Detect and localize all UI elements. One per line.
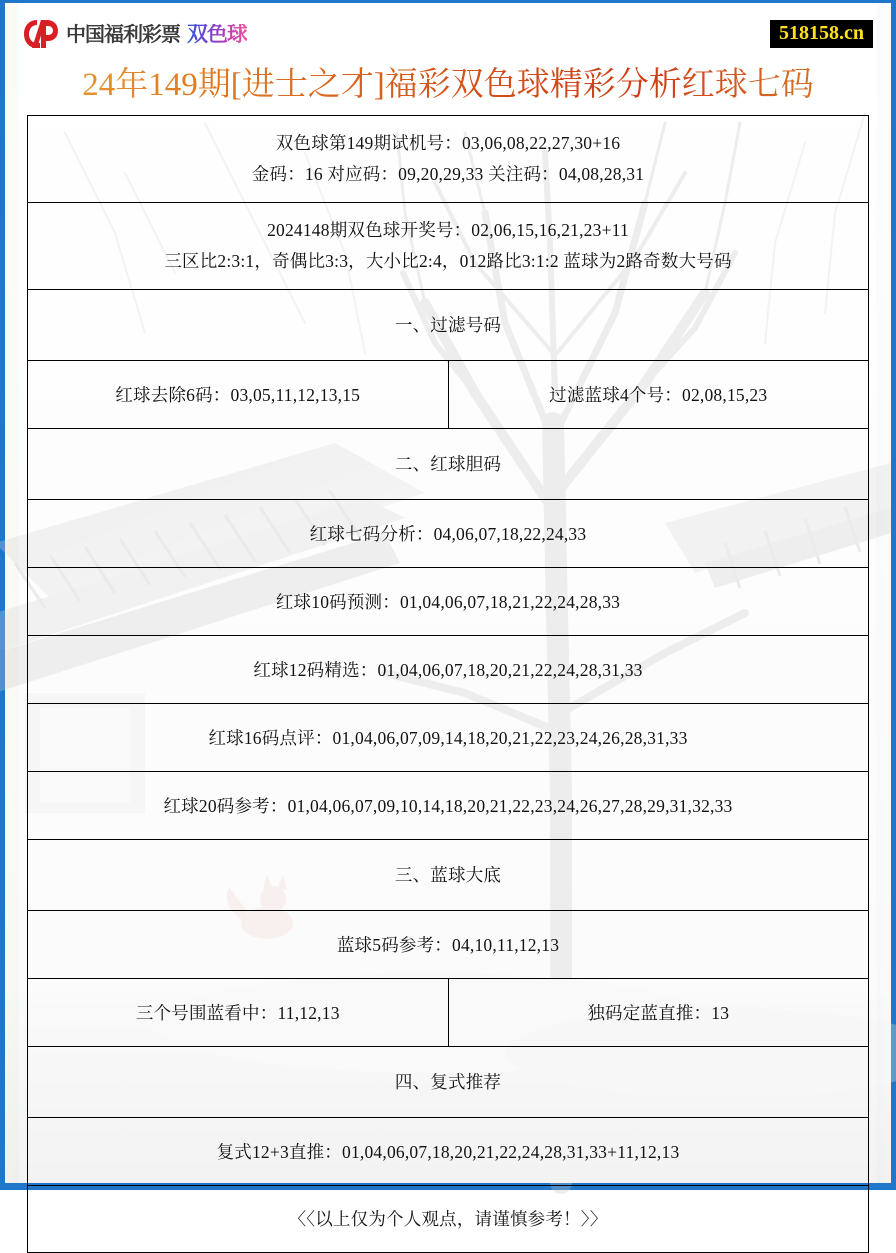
table-row (28, 910, 869, 978)
section-heading-combo: 四、复式推荐 (28, 1046, 869, 1117)
table-row (28, 202, 869, 289)
analysis-table-wrapper (27, 115, 869, 1253)
filter-blue-cell: 过滤蓝球4个号：02,08,15,23 (448, 360, 869, 428)
table-row (28, 428, 869, 499)
china-welfare-lottery-emblem-icon (23, 17, 59, 51)
table-row (28, 703, 869, 771)
logo-text-main: 中国福利彩票 (66, 22, 180, 46)
test-number-line1: 双色球第149期试机号：03,06,08,22,27,30+16 (275, 133, 621, 154)
table-row (28, 771, 869, 839)
last-draw-line1: 2024148期双色球开奖号：02,06,15,16,21,23+11 (267, 220, 629, 241)
last-draw-cell (28, 202, 869, 289)
analysis-table (27, 115, 869, 1253)
table-row (28, 567, 869, 635)
section-heading-red: 二、红球胆码 (28, 428, 869, 499)
test-number-line2: 金码：16 对应码：09,20,29,33 关注码：04,08,28,31 (251, 163, 645, 184)
table-row (28, 499, 869, 567)
last-draw-line2: 三区比2:3:1，奇偶比3:3，大小比2:4，012路比3:1:2 蓝球为2路奇数大号码 (164, 250, 732, 271)
blue-1-cell: 独码定蓝直推：13 (448, 978, 869, 1046)
table-row (28, 635, 869, 703)
red-7-cell: 红球七码分析：04,06,07,18,22,24,33 (28, 499, 869, 567)
red-16-cell: 红球16码点评：01,04,06,07,09,14,18,20,21,22,23,24,26,28,31,33 (28, 703, 869, 771)
table-row (28, 978, 869, 1046)
table-row (28, 1046, 869, 1117)
section-heading-filter: 一、过滤号码 (28, 289, 869, 360)
section-heading-blue: 三、蓝球大底 (28, 839, 869, 910)
table-row (28, 115, 869, 202)
red-10-cell: 红球10码预测：01,04,06,07,18,21,22,24,28,33 (28, 567, 869, 635)
logo-text-accent: 双色球 (187, 21, 247, 46)
table-row (28, 1117, 869, 1185)
blue-3-cell: 三个号围蓝看中：11,12,13 (28, 978, 449, 1046)
red-12-cell: 红球12码精选：01,04,06,07,18,20,21,22,24,28,31,33 (28, 635, 869, 703)
table-row (28, 1185, 869, 1252)
filter-red-cell: 红球去除6码：03,05,11,12,13,15 (28, 360, 449, 428)
table-row (28, 839, 869, 910)
page-title: 24年149期[进士之才]福彩双色球精彩分析红球七码 (5, 65, 891, 115)
red-20-cell: 红球20码参考：01,04,06,07,09,10,14,18,20,21,22,23,24,26,27,28,29,31,32,33 (28, 771, 869, 839)
combo-cell: 复式12+3直推：01,04,06,07,18,20,21,22,24,28,31,33+11,12,13 (28, 1117, 869, 1185)
disclaimer-cell: 〈〈以上仅为个人观点，请谨慎参考！〉〉 (28, 1185, 869, 1252)
brand-logo[interactable] (23, 17, 247, 51)
site-header (5, 3, 891, 65)
site-domain-badge[interactable]: 518158.cn (770, 20, 873, 48)
blue-5-cell: 蓝球5码参考：04,10,11,12,13 (28, 910, 869, 978)
test-number-cell (28, 115, 869, 202)
table-row (28, 289, 869, 360)
right-edge-gradient (877, 3, 891, 1183)
left-edge-gradient (5, 3, 19, 1183)
table-row (28, 360, 869, 428)
